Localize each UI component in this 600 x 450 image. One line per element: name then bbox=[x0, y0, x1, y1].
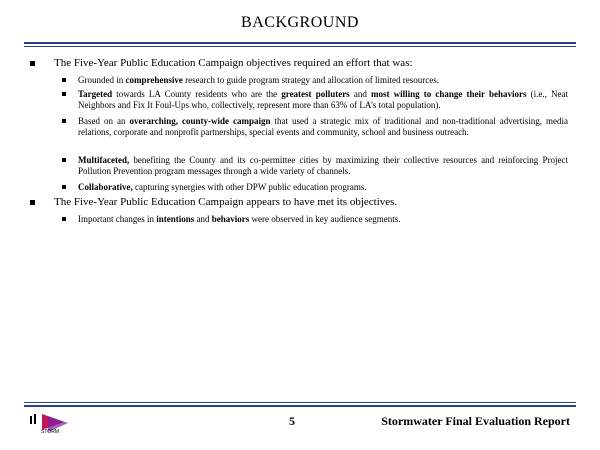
page-title: BACKGROUND bbox=[241, 14, 359, 31]
square-bullet-icon bbox=[62, 158, 66, 162]
report-title: Stormwater Final Evaluation Report bbox=[381, 414, 570, 428]
square-bullet-icon bbox=[62, 217, 66, 221]
square-bullet-icon bbox=[30, 61, 35, 66]
square-bullet-icon bbox=[62, 119, 66, 123]
square-bullet-icon bbox=[62, 92, 66, 96]
stormwater-logo bbox=[28, 410, 78, 436]
header-rule-thin bbox=[24, 46, 576, 47]
square-bullet-icon bbox=[30, 200, 35, 205]
bullet-text: The Five-Year Public Education Campaign objectives required an effort that was: bbox=[54, 57, 413, 69]
page-number: 5 bbox=[289, 414, 295, 428]
footer-rule-thin bbox=[24, 402, 576, 403]
footer-rule-thick bbox=[24, 405, 576, 407]
square-bullet-icon bbox=[62, 78, 66, 82]
square-bullet-icon bbox=[62, 185, 66, 189]
bullet-text: The Five-Year Public Education Campaign appears to have met its objectives. bbox=[54, 196, 398, 208]
header-rule-thick bbox=[24, 42, 576, 44]
logo-text: STORM bbox=[41, 429, 59, 435]
